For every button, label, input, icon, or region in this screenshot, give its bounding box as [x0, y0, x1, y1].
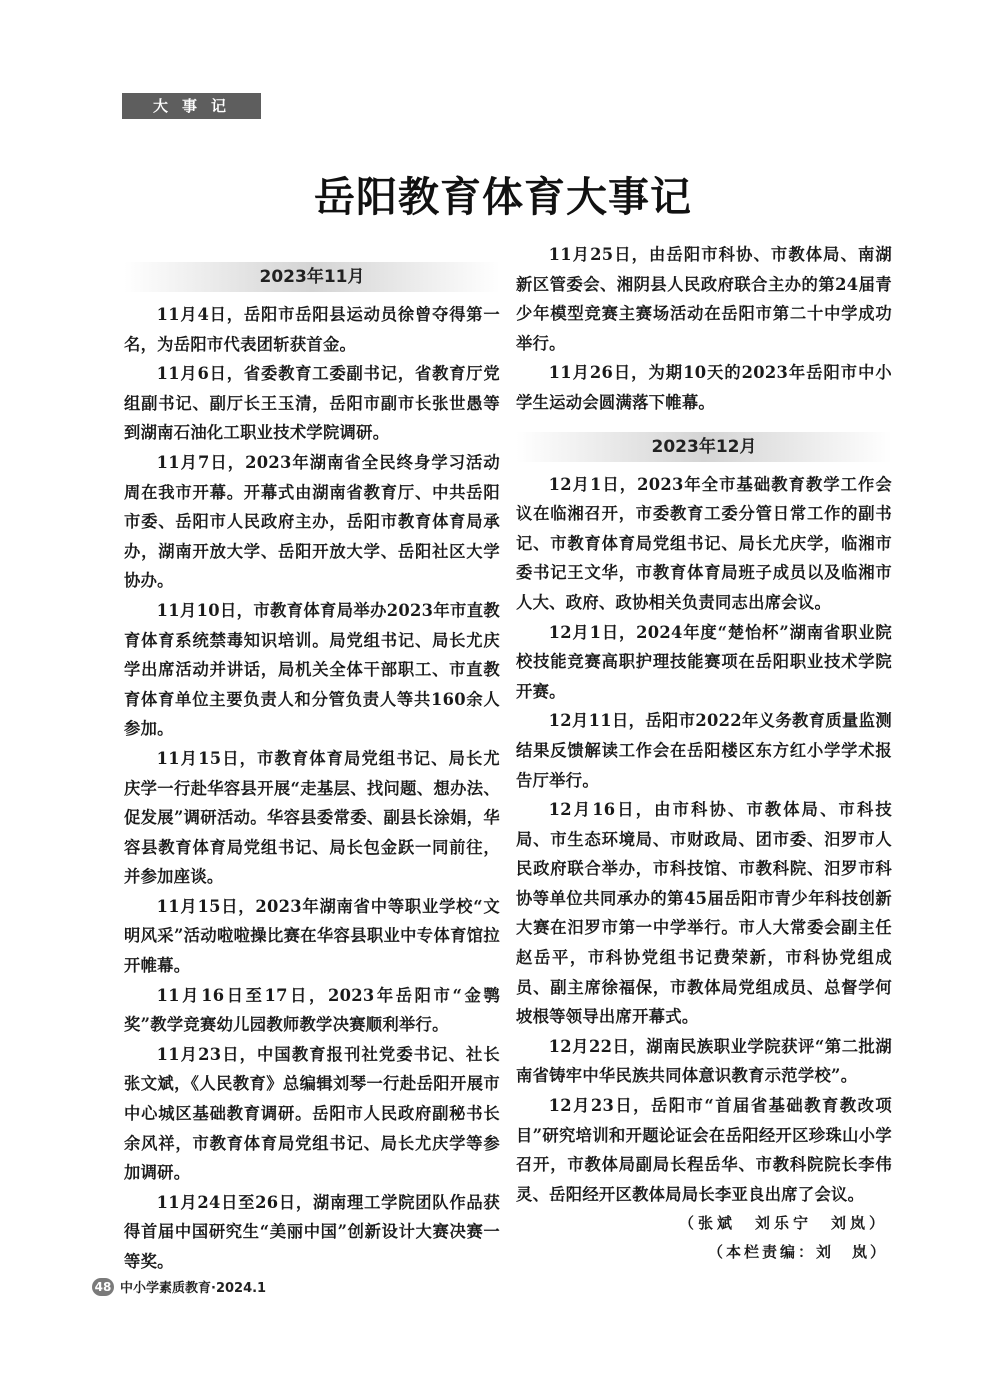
event-entry: 12月22日，湖南民族职业学院获评“第二批湖南省铸牢中华民族共同体意识教育示范学校”。	[516, 1036, 892, 1086]
event-entry: 11月15日，市教育体育局党组书记、局长尤庆学一行赴华容县开展“走基层、找问题、想办法、促发展”调研活动。华容县委常委、副县长涂娟，华容县教育体育局党组书记、局长包金跃一同前往，并参加座谈。	[124, 748, 500, 887]
journal-name: 中小学素质教育·2024.1	[120, 1281, 267, 1296]
event-entry: 11月16日至17日，2023年岳阳市“金鹗奖”教学竞赛幼儿园教师教学决赛顺利举行。	[124, 985, 500, 1035]
month-heading-december: 2023年12月	[516, 432, 892, 462]
event-entry: 11月6日，省委教育工委副书记，省教育厅党组副书记、副厅长王玉清，岳阳市副市长张世愚等到湖南石油化工职业技术学院调研。	[124, 364, 500, 443]
event-entry: 11月10日，市教育体育局举办2023年市直教育体育系统禁毒知识培训。局党组书记、局长尤庆学出席活动并讲话，局机关全体干部职工、市直教育体育单位主要负责人和分管负责人等共160余人参加。	[124, 600, 500, 739]
month-heading-november: 2023年11月	[124, 262, 500, 292]
editor-credit: （本栏责编：刘 岚）	[707, 1243, 888, 1262]
event-entry: 11月4日，岳阳市岳阳县运动员徐曾夺得第一名，为岳阳市代表团斩获首金。	[124, 305, 500, 354]
event-entry: 12月11日，岳阳市2022年义务教育质量监测结果反馈解读工作会在岳阳楼区东方红小学学术报告厅举行。	[516, 711, 892, 790]
event-entry: 12月1日，2023年全市基础教育教学工作会议在临湘召开，市委教育工委分管日常工作的副书记、市教育体育局党组书记、局长尤庆学，临湘市委书记王文华，市教育体育局班子成员以及临湘市人大、政府、政协相关负责同志出席会议。	[516, 474, 892, 612]
author-credit: （张斌 刘乐宁 刘岚）	[678, 1214, 888, 1233]
event-entry: 12月16日，由市科协、市教体局、市科技局、市生态环境局、市财政局、团市委、汨罗市人民政府联合举办，市科技馆、市教科院、汨罗市科协等单位共同承办的第45届岳阳市青少年科技创新大赛在汨罗市第一中学举行。市人大常委会副主任赵岳平，市科协党组书记费荣新，市科协党组成员、副主席徐福保，市教体局党组成员、总督学何坡根等领导出席开幕式。	[516, 800, 892, 1027]
event-entry: 11月23日，中国教育报刊社党委书记、社长张文斌，《人民教育》总编辑刘琴一行赴岳阳开展市中心城区基础教育调研。岳阳市人民政府副秘书长余风祥，市教育体育局党组书记、局长尤庆学等参加调研。	[124, 1044, 500, 1183]
section-tag: 大事记	[122, 93, 261, 119]
right-column	[516, 240, 892, 1267]
page-number-badge: 48	[92, 1278, 114, 1296]
event-entry: 11月26日，为期10天的2023年岳阳市中小学生运动会圆满落下帷幕。	[516, 363, 892, 412]
page-title: 岳阳教育体育大事记	[314, 173, 692, 221]
event-entry: 11月25日，由岳阳市科协、市教体局、南湖新区管委会、湘阴县人民政府联合主办的第24届青少年模型竞赛主赛场活动在岳阳市第二十中学成功举行。	[516, 245, 892, 353]
event-entry: 12月1日，2024年度“楚怡杯”湖南省职业院校技能竞赛高职护理技能赛项在岳阳职业技术学院开赛。	[516, 622, 892, 701]
event-entry: 11月24日至26日，湖南理工学院团队作品获得首届中国研究生“美丽中国”创新设计大赛决赛一等奖。	[124, 1192, 500, 1271]
event-entry: 11月7日，2023年湖南省全民终身学习活动周在我市开幕。开幕式由湖南省教育厅、中共岳阳市委、岳阳市人民政府主办，岳阳市教育体育局承办，湖南开放大学、岳阳开放大学、岳阳社区大学协办。	[124, 452, 500, 591]
event-entry: 12月23日，岳阳市“首届省基础教育教改项目”研究培训和开题论证会在岳阳经开区珍珠山小学召开，市教体局副局长程岳华、市教科院院长李伟灵、岳阳经开区教体局局长李亚良出席了会议。	[516, 1096, 892, 1204]
left-column	[124, 262, 500, 1277]
event-entry: 11月15日，2023年湖南省中等职业学校“文明风采”活动啦啦操比赛在华容县职业中专体育馆拉开帷幕。	[124, 896, 500, 976]
page-footer	[92, 1277, 266, 1296]
